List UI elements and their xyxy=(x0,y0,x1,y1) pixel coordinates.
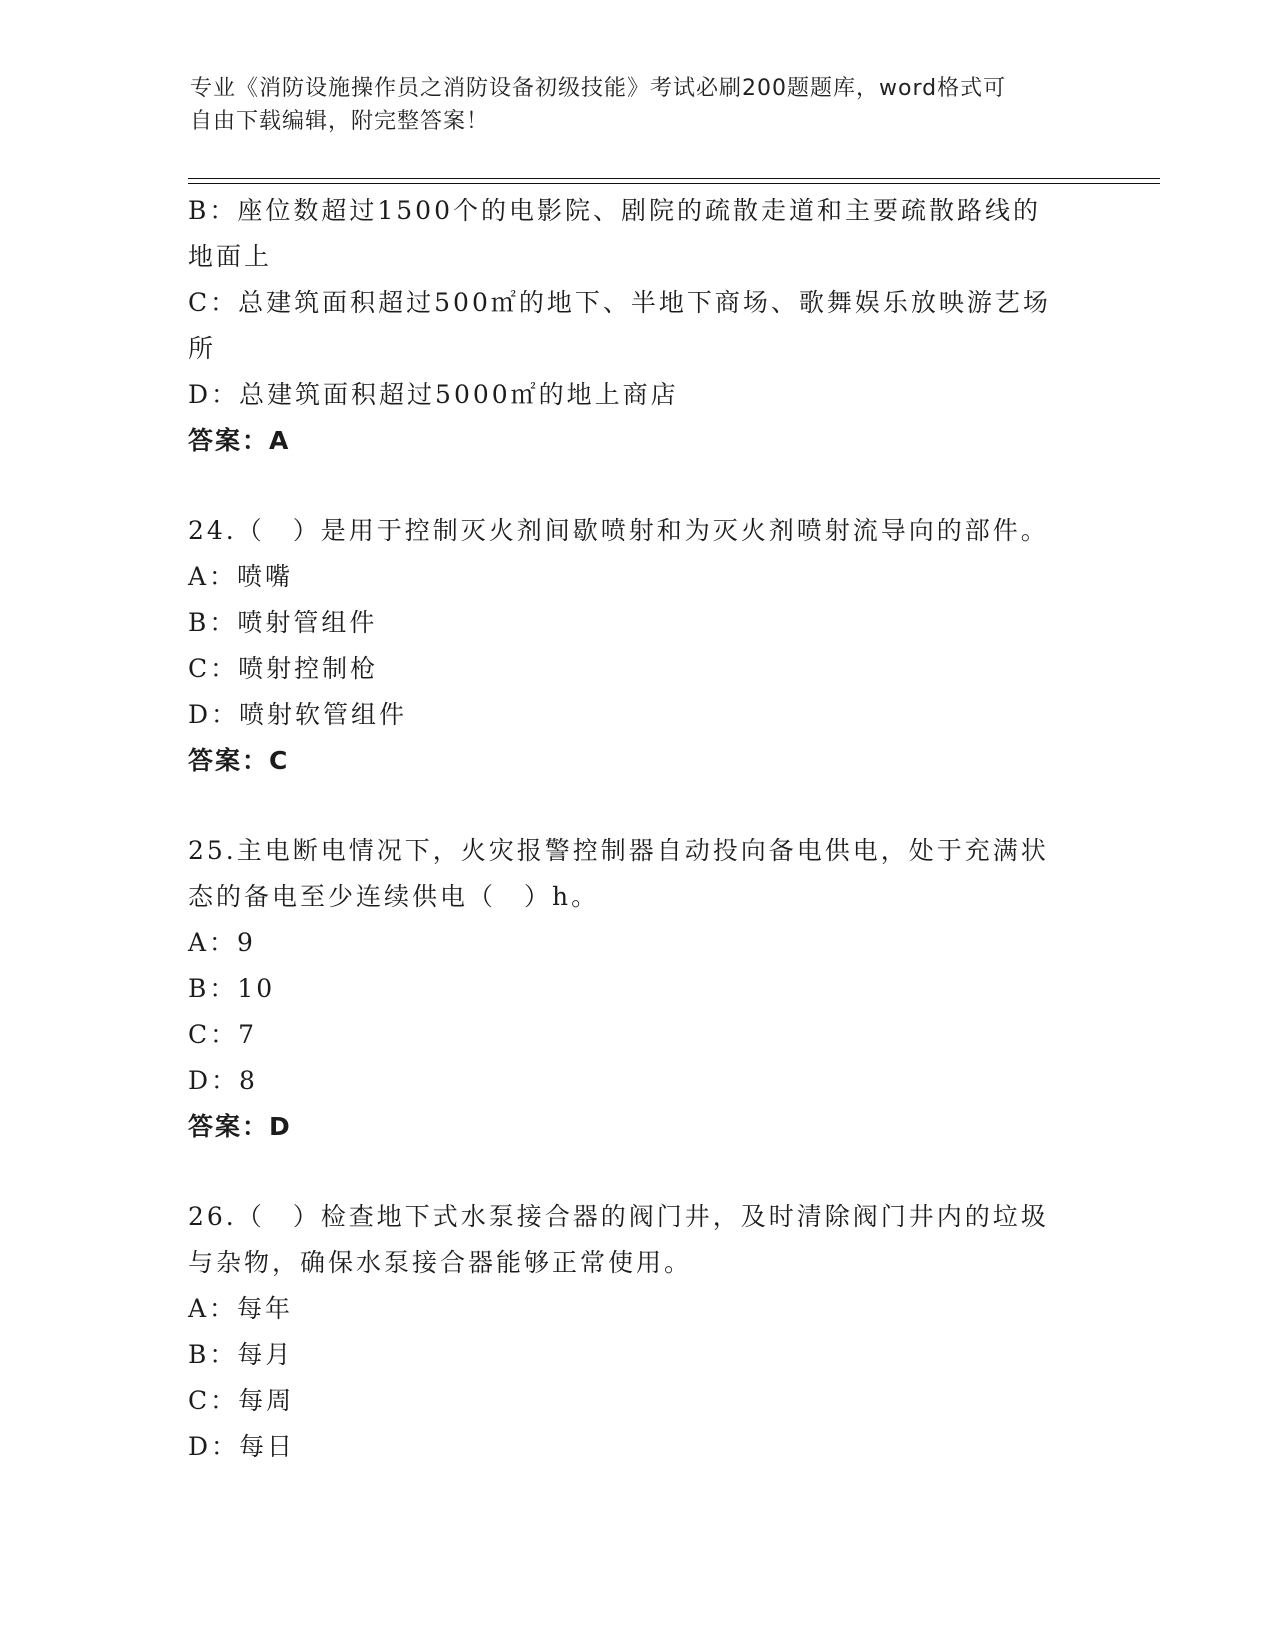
q25-stem-line-1: 25.主电断电情况下，火灾报警控制器自动投向备电供电，处于充满状 xyxy=(188,836,1049,865)
header-divider-top xyxy=(188,178,1160,179)
q26-option-b: B：每月 xyxy=(188,1340,294,1369)
header-divider-bottom xyxy=(188,183,1160,184)
q26-option-a: A：每年 xyxy=(188,1294,294,1323)
header-title-line-1: 专业《消防设施操作员之消防设备初级技能》考试必刷200题题库，word格式可 xyxy=(190,76,1007,101)
q23-option-b-line-2: 地面上 xyxy=(188,242,273,271)
q24-option-b: B：喷射管组件 xyxy=(188,608,378,637)
q26-stem-line-1: 26.（ ）检查地下式水泵接合器的阀门井，及时清除阀门井内的垃圾 xyxy=(188,1202,1049,1231)
spacer xyxy=(188,1150,1088,1194)
q25-answer: 答案：D xyxy=(188,1112,292,1141)
q24-option-c: C：喷射控制枪 xyxy=(188,654,379,683)
document-header xyxy=(190,72,1090,138)
q24-option-d: D：喷射软管组件 xyxy=(188,700,408,729)
q23-option-b-line-1: B：座位数超过1500个的电影院、剧院的疏散走道和主要疏散路线的 xyxy=(188,196,1041,225)
spacer xyxy=(188,784,1088,828)
question-25 xyxy=(188,828,1088,1150)
q26-stem-line-2: 与杂物，确保水泵接合器能够正常使用。 xyxy=(188,1248,693,1277)
question-24 xyxy=(188,508,1088,784)
question-list xyxy=(188,188,1088,1470)
q25-option-d: D：8 xyxy=(188,1066,258,1095)
q26-option-d: D：每日 xyxy=(188,1432,296,1461)
q23-option-d: D：总建筑面积超过5000㎡的地上商店 xyxy=(188,380,679,409)
header-title-line-2: 自由下载编辑，附完整答案！ xyxy=(190,109,490,134)
q25-option-c: C：7 xyxy=(188,1020,258,1049)
q25-stem-line-2: 态的备电至少连续供电（ ）h。 xyxy=(188,882,600,911)
question-23-continued xyxy=(188,188,1088,464)
q25-option-a: A：9 xyxy=(188,928,256,957)
question-26 xyxy=(188,1194,1088,1470)
q24-option-a: A：喷嘴 xyxy=(188,562,294,591)
spacer xyxy=(188,464,1088,508)
q24-answer: 答案：C xyxy=(188,746,290,775)
q25-option-b: B：10 xyxy=(188,974,276,1003)
q24-stem: 24.（ ）是用于控制灭火剂间歇喷射和为灭火剂喷射流导向的部件。 xyxy=(188,516,1049,545)
q23-option-c-line-1: C：总建筑面积超过500㎡的地下、半地下商场、歌舞娱乐放映游艺场 xyxy=(188,288,1051,317)
q26-option-c: C：每周 xyxy=(188,1386,295,1415)
q23-option-c-line-2: 所 xyxy=(188,334,217,363)
q23-answer: 答案：A xyxy=(188,426,291,455)
